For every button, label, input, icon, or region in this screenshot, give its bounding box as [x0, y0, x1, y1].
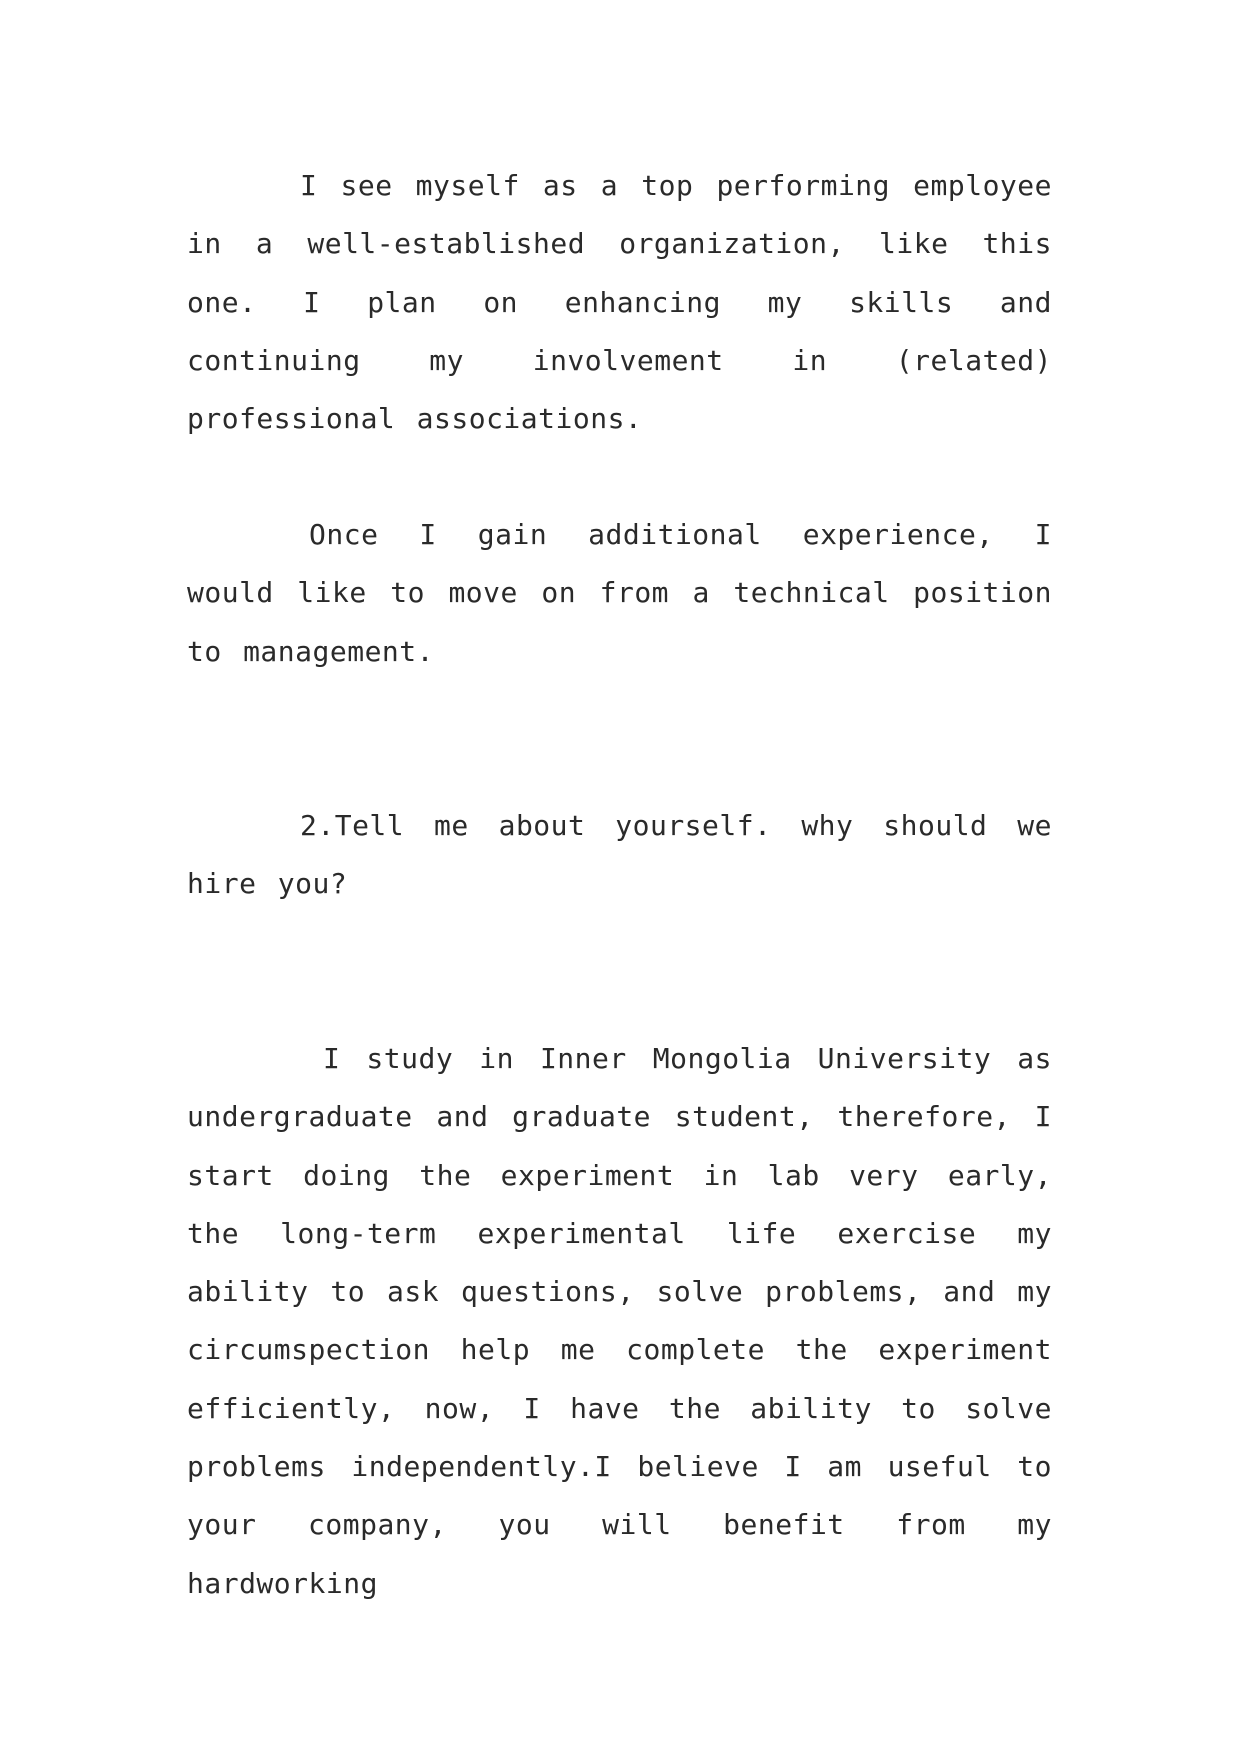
question-heading: 2.Tell me about yourself. why should we hire you?: [187, 809, 1052, 901]
paragraph-career-goals: I see myself as a top performing employee in a well-established organization, like this one. I plan on enhancing my skills and continuing my involvement in (related) professional associations.: [187, 169, 1052, 436]
paragraph-self-introduction: I study in Inner Mongolia University as undergraduate and graduate student, therefore, I start doing the experiment in lab very early, the long-term experimental life exercise my ability to ask questions, solve problems, and my circumspection help me complete the experiment efficiently, now, I have the ability to solve problems independently.I believe I am useful to your company, you will benefit from my hardworking: [187, 1042, 1052, 1600]
paragraph-management-goal: Once I gain additional experience, I would like to move on from a technical position to management.: [187, 518, 1052, 668]
